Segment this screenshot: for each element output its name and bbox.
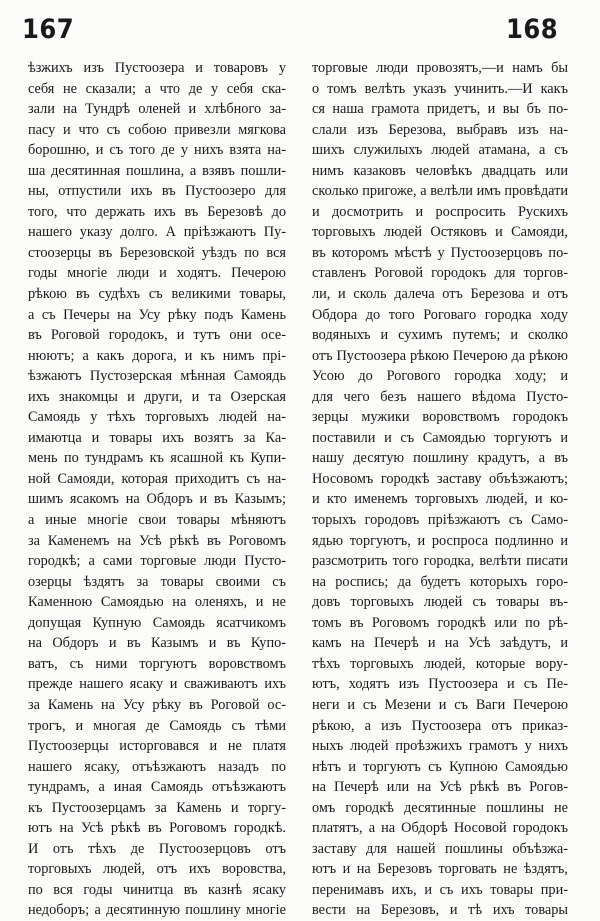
column-gutter — [298, 60, 299, 840]
text-line: нимъ казаковъ человѣкъ двадцать или — [312, 162, 568, 179]
text-line: ѣзжихъ изъ Пустоозера и товаровъ у — [28, 60, 286, 76]
text-line: а иные многіе свои товары мѣняютъ — [28, 512, 286, 529]
text-line: о томъ велѣть указъ учинить.—И какъ — [312, 80, 568, 97]
text-line: платятъ, а на Обдорѣ Носовой городокъ — [312, 820, 568, 837]
text-line: за Каменемъ на Усѣ рѣкѣ въ Роговомъ — [28, 532, 286, 549]
left-column-text — [28, 58, 286, 919]
text-line: имаютца и товары ихъ возятъ за Ка- — [28, 429, 286, 446]
page-number-left: 167 — [22, 14, 75, 45]
text-line: ютъ, ходятъ изъ Пустоозера и съ Пе- — [312, 676, 568, 693]
text-line: Обдора до того Роговаго городка ходу — [312, 306, 568, 323]
text-line: Усою до Рогового городка ходу; и — [312, 368, 568, 385]
text-line: ядью торгуютъ, и роспроса подлинно и — [312, 532, 568, 549]
text-line: ставленъ Роговой городокъ для торгов- — [312, 265, 568, 282]
text-line: озерцы ѣздятъ за товары своими съ — [28, 573, 286, 590]
text-line: Носовомъ городкѣ заставу объѣзжаютъ; — [312, 470, 568, 487]
text-line: допущая Купную Самоядь ясатчикомъ — [28, 614, 286, 631]
text-line: перенимавъ ихъ, и съ ихъ товары при- — [312, 881, 568, 898]
text-line: зерцы мужики воровствомъ городокъ — [312, 409, 568, 426]
text-line: рѣкою, а изъ Пустоозера отъ приказ- — [312, 717, 568, 734]
text-line: ныхъ людей проѣзжихъ грамотъ у нихъ — [312, 738, 568, 755]
text-line: нашего указу долго. А пріѣзжаютъ Пу- — [28, 224, 286, 241]
text-line: торговые люди провозятъ,—и намъ бы — [312, 60, 568, 76]
text-line: торговыхъ людей Остяковъ и Самояди, — [312, 224, 568, 241]
text-line: Пустоозерцы исторговався и не платя — [28, 738, 286, 755]
text-line: ѣзжаютъ Пустозерская мѣнная Самоядь — [28, 368, 286, 385]
text-line: слали изъ Березова, выбравъ изъ на- — [312, 121, 568, 138]
text-line: ны, отпустили ихъ въ Пустоозеро для — [28, 183, 286, 200]
text-line: и кто именемъ торговыхъ людей, и ко- — [312, 491, 568, 508]
text-line: годы многіе люди и ходятъ. Печерою — [28, 265, 286, 282]
text-line: сколько пригоже, а велѣли имъ провѣдати — [312, 183, 568, 200]
text-line: вести на Березовъ, и тѣ ихъ товары — [312, 902, 568, 919]
text-line: на Обдоръ и въ Казымъ и въ Купо- — [28, 635, 286, 652]
text-line: торговыхъ людей, отъ ихъ воровства, — [28, 861, 286, 878]
text-line: Самоядь у тѣхъ торговыхъ людей на- — [28, 409, 286, 426]
text-line: того, что держать ихъ въ Березовѣ до — [28, 203, 286, 220]
text-line: ся наша грамота придетъ, и вы бъ по- — [312, 101, 568, 118]
text-line: торыхъ городовъ пріѣзжаютъ съ Само- — [312, 512, 568, 529]
text-line: стоозерцы въ Березовской уѣздъ по вся — [28, 244, 286, 261]
text-line: къ Пустоозерцамъ за Камень и торгу- — [28, 799, 286, 816]
text-line: и досмотрить и роспросить Рускихъ — [312, 203, 568, 220]
text-line: заставу для нашей пошлины объѣзжа- — [312, 840, 568, 857]
text-line: рѣкою въ судѣхъ съ великими товары, — [28, 286, 286, 303]
text-line: отъ Пустоозера рѣкою Печерою да рѣкою — [312, 347, 568, 364]
text-line: ютъ на Усѣ рѣкѣ въ Роговомъ городкѣ. — [28, 820, 286, 837]
right-column-text — [312, 58, 568, 919]
text-line: ли, и сколь далеча отъ Березова и отъ — [312, 286, 568, 303]
text-line: разсмотрить того городка, велѣти писати — [312, 553, 568, 570]
text-line: въ Роговой городокъ, и тутъ они осе- — [28, 327, 286, 344]
text-line: нѣтъ и торгуютъ съ Купною Самоядью — [312, 758, 568, 775]
text-line: неги и съ Мезени и съ Ваги Печерою — [312, 696, 568, 713]
text-line: тѣхъ торговыхъ людей, которые вору- — [312, 655, 568, 672]
text-line: нюютъ; а какъ дорога, и къ нимъ прі- — [28, 347, 286, 364]
text-line: зали на Тундрѣ оленей и хлѣбного за- — [28, 101, 286, 118]
text-line: мень по тундрамъ къ ясашной къ Купи- — [28, 450, 286, 467]
text-line: для чего безъ нашего вѣдома Пусто- — [312, 388, 568, 405]
text-line: борошню, и съ того де у нихъ взята на- — [28, 142, 286, 159]
text-line: ной Самояди, которая приходитъ съ на- — [28, 470, 286, 487]
text-line: недоборъ; а десятинную пошлину многіе — [28, 902, 286, 919]
text-line: на Печерѣ или на Усѣ рѣкѣ въ Рогов- — [312, 779, 568, 796]
text-line: томъ въ Роговомъ городкѣ или по рѣ- — [312, 614, 568, 631]
text-line: ватъ, съ ними торгуютъ воровствомъ — [28, 655, 286, 672]
text-line: шихъ служилыхъ людей атамана, а съ — [312, 142, 568, 159]
text-line: тундрамъ, а иная Самоядь отъѣзжаютъ — [28, 779, 286, 796]
text-line: ютъ и на Березовъ торговать не ѣздятъ, — [312, 861, 568, 878]
text-line: трогъ, и многая де Самоядь съ тѣми — [28, 717, 286, 734]
text-line: ихъ знакомцы и други, и та Озерская — [28, 388, 286, 405]
text-line: омъ городкѣ десятинные пошлины не — [312, 799, 568, 816]
text-line: водяныхъ и сухимъ путемъ; и сколко — [312, 327, 568, 344]
text-line: ша десятинная пошлина, а взявъ пошли- — [28, 162, 286, 179]
text-line: на роспись; да будетъ которыхъ горо- — [312, 573, 568, 590]
text-line: городкѣ; а сами торговые люди Пусто- — [28, 553, 286, 570]
text-line: нашего ясаку, отъѣзжаютъ назадъ по — [28, 758, 286, 775]
text-line: нашу десятую пошлину крадутъ, а въ — [312, 450, 568, 467]
text-line: камъ на Печерѣ и на Усѣ заѣдутъ, и — [312, 635, 568, 652]
text-line: за Камень на Усу рѣку въ Роговой ос- — [28, 696, 286, 713]
text-line: себя не сказали; а что де у себя ска- — [28, 80, 286, 97]
text-line: въ которомъ мѣстѣ у Пустоозерцовъ по- — [312, 244, 568, 261]
text-line: пасу и что съ собою привезли мягкова — [28, 121, 286, 138]
text-line: поставили и съ Самоядью торгуютъ и — [312, 429, 568, 446]
text-line: по вся годы чинитца въ казнѣ ясаку — [28, 881, 286, 898]
text-line: прежде нашего ясаку и сваживаютъ ихъ — [28, 676, 286, 693]
text-line: И отъ тѣхъ де Пустоозерцовъ отъ — [28, 840, 286, 857]
text-line: шимъ ясакомъ на Обдоръ и въ Казымъ; — [28, 491, 286, 508]
page-number-right: 168 — [506, 14, 559, 45]
text-line: довъ торговыхъ людей съ товары въ- — [312, 594, 568, 611]
text-line: Каменною Самоядью на оленяхъ, и не — [28, 594, 286, 611]
text-line: а съ Печеры на Усу рѣку подъ Камень — [28, 306, 286, 323]
